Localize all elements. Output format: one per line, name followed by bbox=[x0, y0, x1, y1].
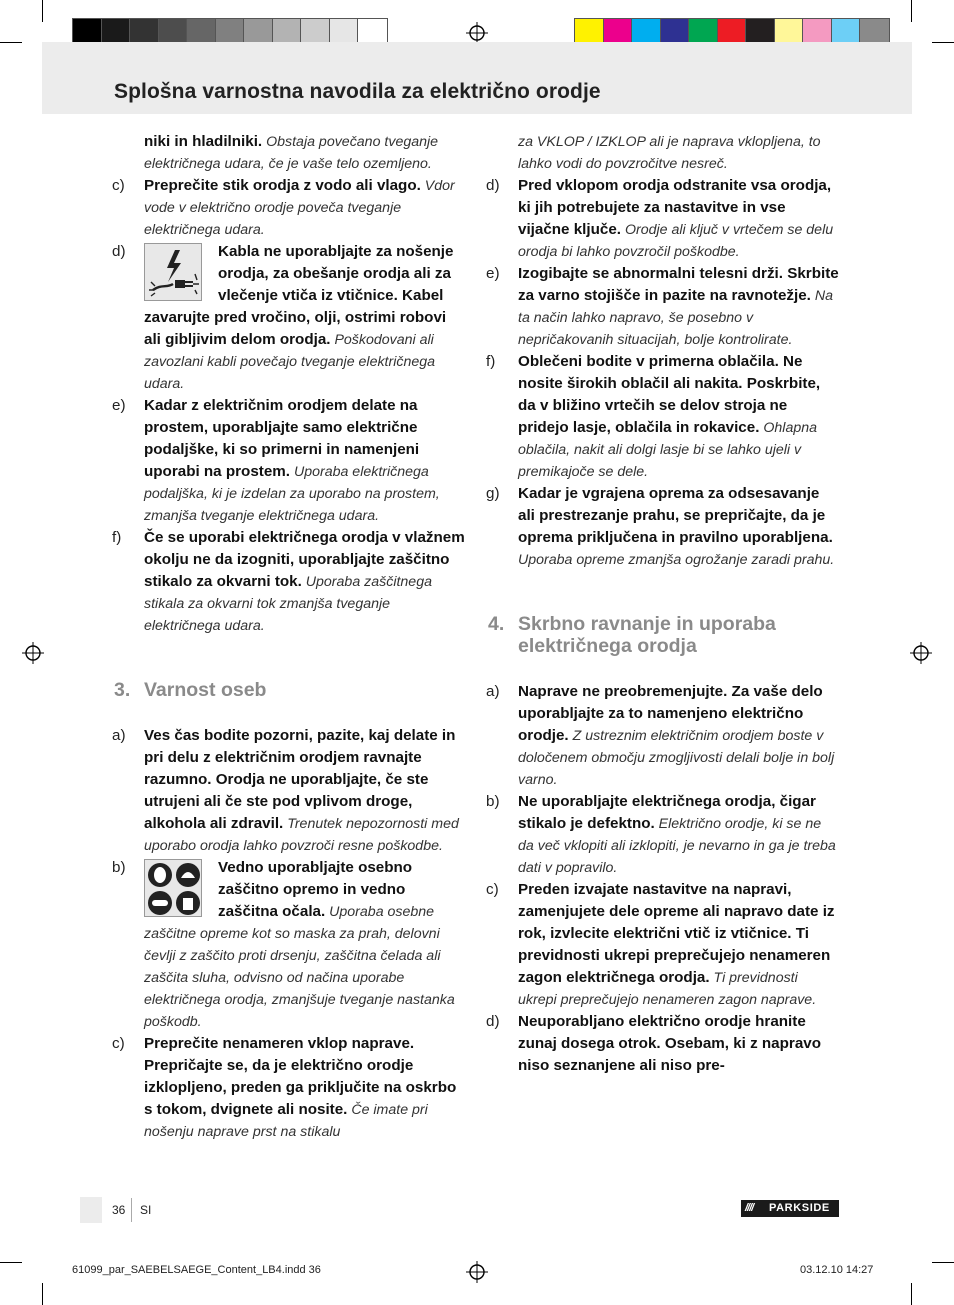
item-label: f) bbox=[112, 529, 122, 546]
registration-mark-icon bbox=[466, 22, 488, 44]
language-code: SI bbox=[140, 1203, 152, 1217]
list-item: a) Ves čas bodite pozorni, pazite, kaj delate in pri delu z električnim orodjem ravnajte razumno. Orodja ne uporabljajte, če ste utrujeni ali če ste pod vplivom droge, alkohola ali zdravil. Trenutek nepozornosti med uporabo orodja lahko povzroči resne poškodbe. bbox=[112, 727, 459, 854]
list-item: d) Neuporabljano električno orodje hranite zunaj dosega otrok. Osebam, ki z napravo niso seznanjene ali niso pre- bbox=[486, 1013, 821, 1074]
list-item: f) Če se uporabi električnega orodja v vlažnem okolju ne da izogniti, uporabljajte zaščitno stikalo za okvarni tok. Uporaba zaščitnega stikala za okvarni tok zmanjša tveganje električnega udara. bbox=[112, 529, 465, 634]
list-item: b) Ne uporabljajte električnega orodja, čigar stikalo je defektno. Električno orodje, ki se ne da več vklopiti ali izklopiti, je nevarno in ga je treba dati v popravilo. bbox=[486, 793, 836, 876]
crop-mark bbox=[911, 1283, 912, 1305]
page-title: Splošna varnostna navodila za električno orodje bbox=[114, 80, 601, 103]
item-label: e) bbox=[112, 397, 126, 414]
page-number: 36 bbox=[112, 1203, 126, 1217]
header-band bbox=[42, 42, 912, 114]
item-label: c) bbox=[112, 177, 125, 194]
item-label: f) bbox=[486, 353, 496, 370]
list-item: e) Kadar z električnim orodjem delate na prostem, uporabljajte samo električne podaljške, ki so primerni in namenjeni uporabi na prostem. Uporaba električnega podaljška, ki je izdelan za uporabo na prostem, zmanjša tveganje električnega udara. bbox=[112, 397, 440, 524]
item-label: b) bbox=[112, 859, 126, 876]
continuation-text: niki in hladilniki. Obstaja povečano tveganje električnega udara, če je vaše telo ozemljeno. bbox=[144, 133, 439, 172]
continuation-text: za VKLOP / IZKLOP ali je naprava vklopljena, to lahko vodi do povzročitve nesreč. bbox=[518, 134, 821, 172]
item-label: c) bbox=[486, 881, 499, 898]
item-label: c) bbox=[112, 1035, 125, 1052]
item-label: g) bbox=[486, 485, 500, 502]
crop-mark bbox=[0, 42, 22, 43]
footer-tab bbox=[80, 1197, 102, 1223]
list-item: d) Kabla ne uporabljajte za nošenje orodja, za obešanje orodja ali za vlečenje vtiča iz vtičnice. Kabel zavarujte pred vročino, olji, ostrimi robovi ali gibljivim delom orodja. Poškodovani ali zavozlani kabli povečajo tveganje električnega udara. bbox=[112, 243, 454, 392]
list-item: c) Preprečite nenameren vklop naprave. Prepričajte se, da je električno orodje izklopljeno, preden ga priključite na oskrbo s tokom, dvignete ali nosite. Če imate pri nošenju naprave prst na stikalu bbox=[112, 1035, 457, 1140]
parkside-logo: //// PARKSIDE bbox=[741, 1200, 839, 1217]
file-slug: 61099_par_SAEBELSAEGE_Content_LB4.indd 36 bbox=[72, 1264, 321, 1276]
item-label: b) bbox=[486, 793, 500, 810]
divider bbox=[131, 1198, 132, 1222]
crop-mark bbox=[911, 0, 912, 22]
section-heading: 4. Skrbno ravnanje in uporaba električnega orodja bbox=[488, 613, 776, 657]
section-heading: 3. Varnost oseb bbox=[114, 679, 267, 701]
date-slug: 03.12.10 14:27 bbox=[800, 1264, 874, 1276]
item-label: d) bbox=[486, 177, 500, 194]
registration-mark-icon bbox=[910, 642, 932, 664]
item-label: e) bbox=[486, 265, 500, 282]
list-item: a) Naprave ne preobremenjujte. Za vaše delo uporabljajte za to namenjeno električno orodje. Z ustreznim električnim orodjem boste v določenem območju zmogljivosti delali bolje in bolj varno. bbox=[486, 683, 835, 788]
list-item: f) Oblečeni bodite v primerna oblačila. Ne nosite širokih oblačil ali nakita. Poskrbite, da v bližino vrtečih se delov stroja ne pridejo lasje, oblačila in rokavice. Ohlapna oblačila, nakit ali dolgi lasje bi se lahko ujeli v premikajoče se dele. bbox=[486, 353, 821, 480]
list-item: e) Izogibajte se abnormalni telesni drži. Skrbite za varno stojišče in pazite na ravnotežje. Na ta način lahko napravo, še posebno v nepričakovanih situacijah, bolje kontrolirate. bbox=[486, 265, 839, 348]
list-item: b) Vedno uporabljajte osebno zaščitno opremo in vedno zaščitna očala. Uporaba osebne zaščitne opreme kot so maska za prah, delovni čevlji z zaščito proti drsenju, zaščitna čelada ali zaščita sluha, odvisno od načina uporabe električnega orodja, zmanjšuje tveganje nastanka poškodb. bbox=[112, 859, 455, 1030]
right-column bbox=[486, 131, 840, 1077]
crop-mark bbox=[932, 1262, 954, 1263]
crop-mark bbox=[0, 1262, 22, 1263]
item-label: a) bbox=[486, 683, 500, 700]
protective-equipment-icon bbox=[144, 859, 202, 917]
item-label: d) bbox=[112, 243, 126, 260]
list-item: d) Pred vklopom orodja odstranite vsa orodja, ki jih potrebujete za nastavitve in vse vijačne ključe. Orodje ali ključ v vrtečem se delu orodja bi lahko povzročil poškodbe. bbox=[486, 177, 834, 260]
crop-mark bbox=[42, 0, 43, 22]
list-item: c) Preden izvajate nastavitve na napravi, zamenjujete dele opreme ali napravo date iz rok, izvlecite električni vtič iz vtičnice. Ti previdnosti ukrepi preprečujejo nenameren zagon električnega orodja. Ti previdnosti ukrepi preprečujejo nenameren zagon naprave. bbox=[486, 881, 835, 1008]
crop-mark bbox=[42, 1283, 43, 1305]
registration-mark-icon bbox=[22, 642, 44, 664]
crop-mark bbox=[932, 42, 954, 43]
registration-mark-icon bbox=[466, 1261, 488, 1283]
list-item: g) Kadar je vgrajena oprema za odsesavanje ali prestrezanje prahu, se prepričajte, da je oprema priključena in pravilno uporabljena. Uporaba opreme zmanjša ogrožanje zaradi prahu. bbox=[486, 485, 835, 568]
item-label: d) bbox=[486, 1013, 500, 1030]
left-column bbox=[112, 131, 466, 1143]
item-label: a) bbox=[112, 727, 126, 744]
electric-cable-warning-icon bbox=[144, 243, 202, 301]
list-item: c) Preprečite stik orodja z vodo ali vlago. Vdor vode v električno orodje poveča tveganje električnega udara. bbox=[112, 177, 455, 238]
